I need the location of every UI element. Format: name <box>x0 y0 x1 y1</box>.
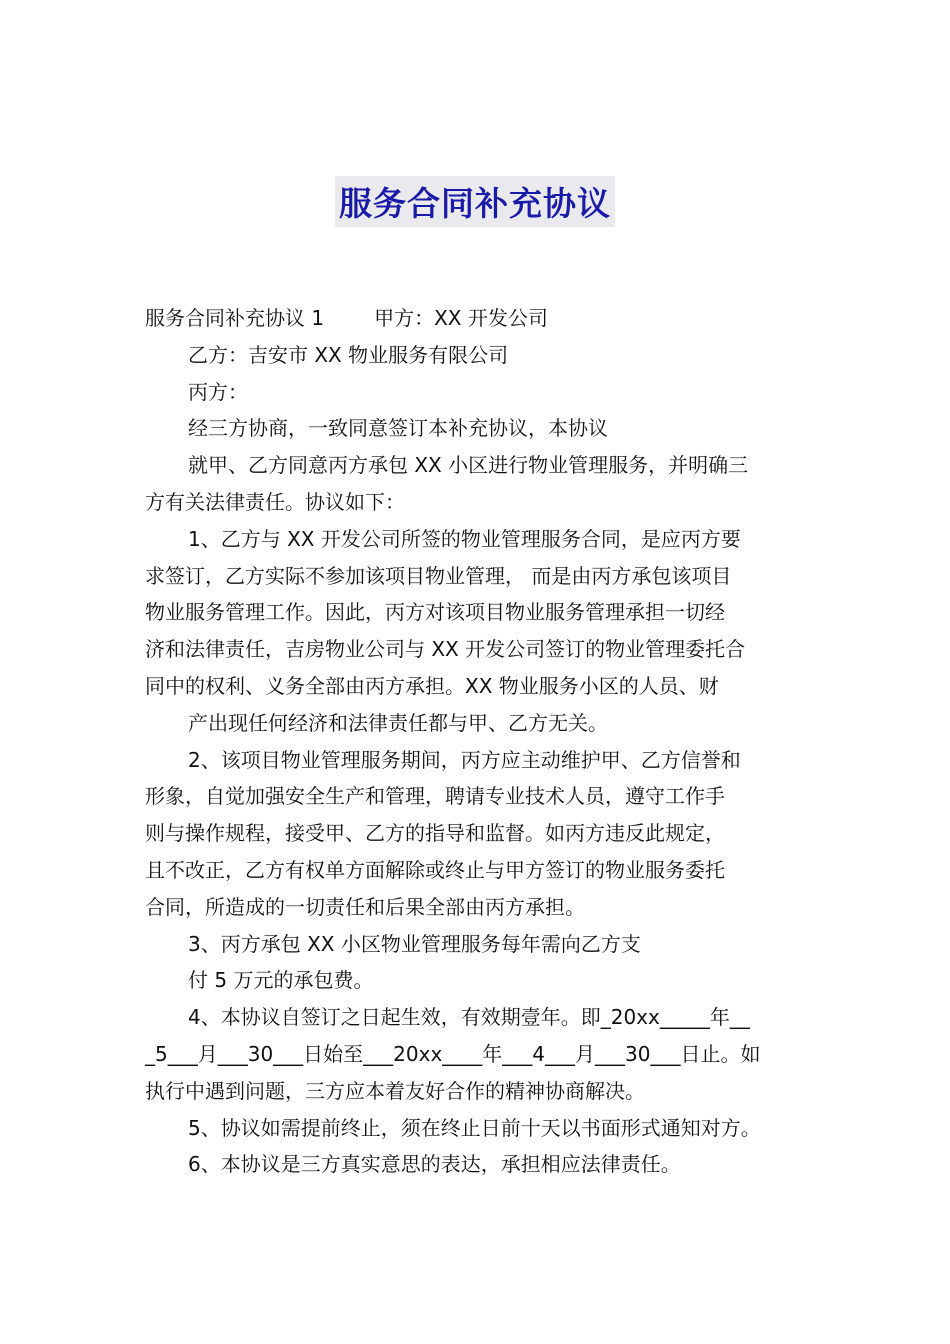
paragraph-line: 合同，所造成的一切责任和后果全部由丙方承担。 <box>145 894 585 919</box>
paragraph-line: 经三方协商，一致同意签订本补充协议，本协议 <box>188 416 608 441</box>
paragraph-line: 产出现任何经济和法律责任都与甲、乙方无关。 <box>188 710 608 735</box>
paragraph-line: 丙方： <box>188 379 248 404</box>
paragraph-line: 且不改正，乙方有权单方面解除或终止与甲方签订的物业服务委托 <box>145 857 725 882</box>
paragraph-line: 执行中遇到问题，三方应本着友好合作的精神协商解决。 <box>145 1078 645 1103</box>
paragraph-line: 形象，自觉加强安全生产和管理，聘请专业技术人员，遵守工作手 <box>145 784 725 809</box>
agreement-label: 服务合同补充协议 1 <box>145 306 325 330</box>
party-a: 甲方：XX 开发公司 <box>374 306 548 330</box>
paragraph-line: 2、该项目物业管理服务期间，丙方应主动维护甲、乙方信誉和 <box>188 747 741 772</box>
header-line <box>145 300 815 337</box>
paragraph-line: 就甲、乙方同意丙方承包 XX 小区进行物业管理服务，并明确三 <box>188 453 749 478</box>
paragraph-line: 济和法律责任，吉房物业公司与 XX 开发公司签订的物业管理委托合 <box>145 637 746 662</box>
paragraph-line: _5___月___30___日始至___20xx____年___4___月___30___日止。如 <box>145 1041 761 1066</box>
paragraph-line: 6、本协议是三方真实意思的表达，承担相应法律责任。 <box>188 1152 681 1177</box>
paragraph-line: 付 5 万元的承包费。 <box>188 968 374 993</box>
paragraph-line: 1、乙方与 XX 开发公司所签的物业管理服务合同，是应丙方要 <box>188 526 741 551</box>
title-container <box>0 176 950 227</box>
paragraph-line: 方有关法律责任。协议如下： <box>145 489 405 514</box>
paragraph-line: 则与操作规程，接受甲、乙方的指导和监督。如丙方违反此规定， <box>145 821 725 846</box>
paragraph-line: 4、本协议自签订之日起生效，有效期壹年。即_20xx_____年__ <box>188 1005 750 1030</box>
paragraph-line: 同中的权利、义务全部由丙方承担。XX 物业服务小区的人员、财 <box>145 673 719 698</box>
document-title: 服务合同补充协议 <box>335 176 615 227</box>
paragraph-line: 求签订，乙方实际不参加该项目物业管理， 而是由丙方承包该项目 <box>145 563 732 588</box>
paragraph-line: 3、丙方承包 XX 小区物业管理服务每年需向乙方支 <box>188 931 641 956</box>
paragraph-line: 乙方：吉安市 XX 物业服务有限公司 <box>188 342 509 367</box>
paragraph-line: 5、协议如需提前终止，须在终止日前十天以书面形式通知对方。 <box>188 1115 761 1140</box>
document-body <box>145 300 815 1183</box>
paragraph-line: 物业服务管理工作。因此，丙方对该项目物业服务管理承担一切经 <box>145 600 725 625</box>
